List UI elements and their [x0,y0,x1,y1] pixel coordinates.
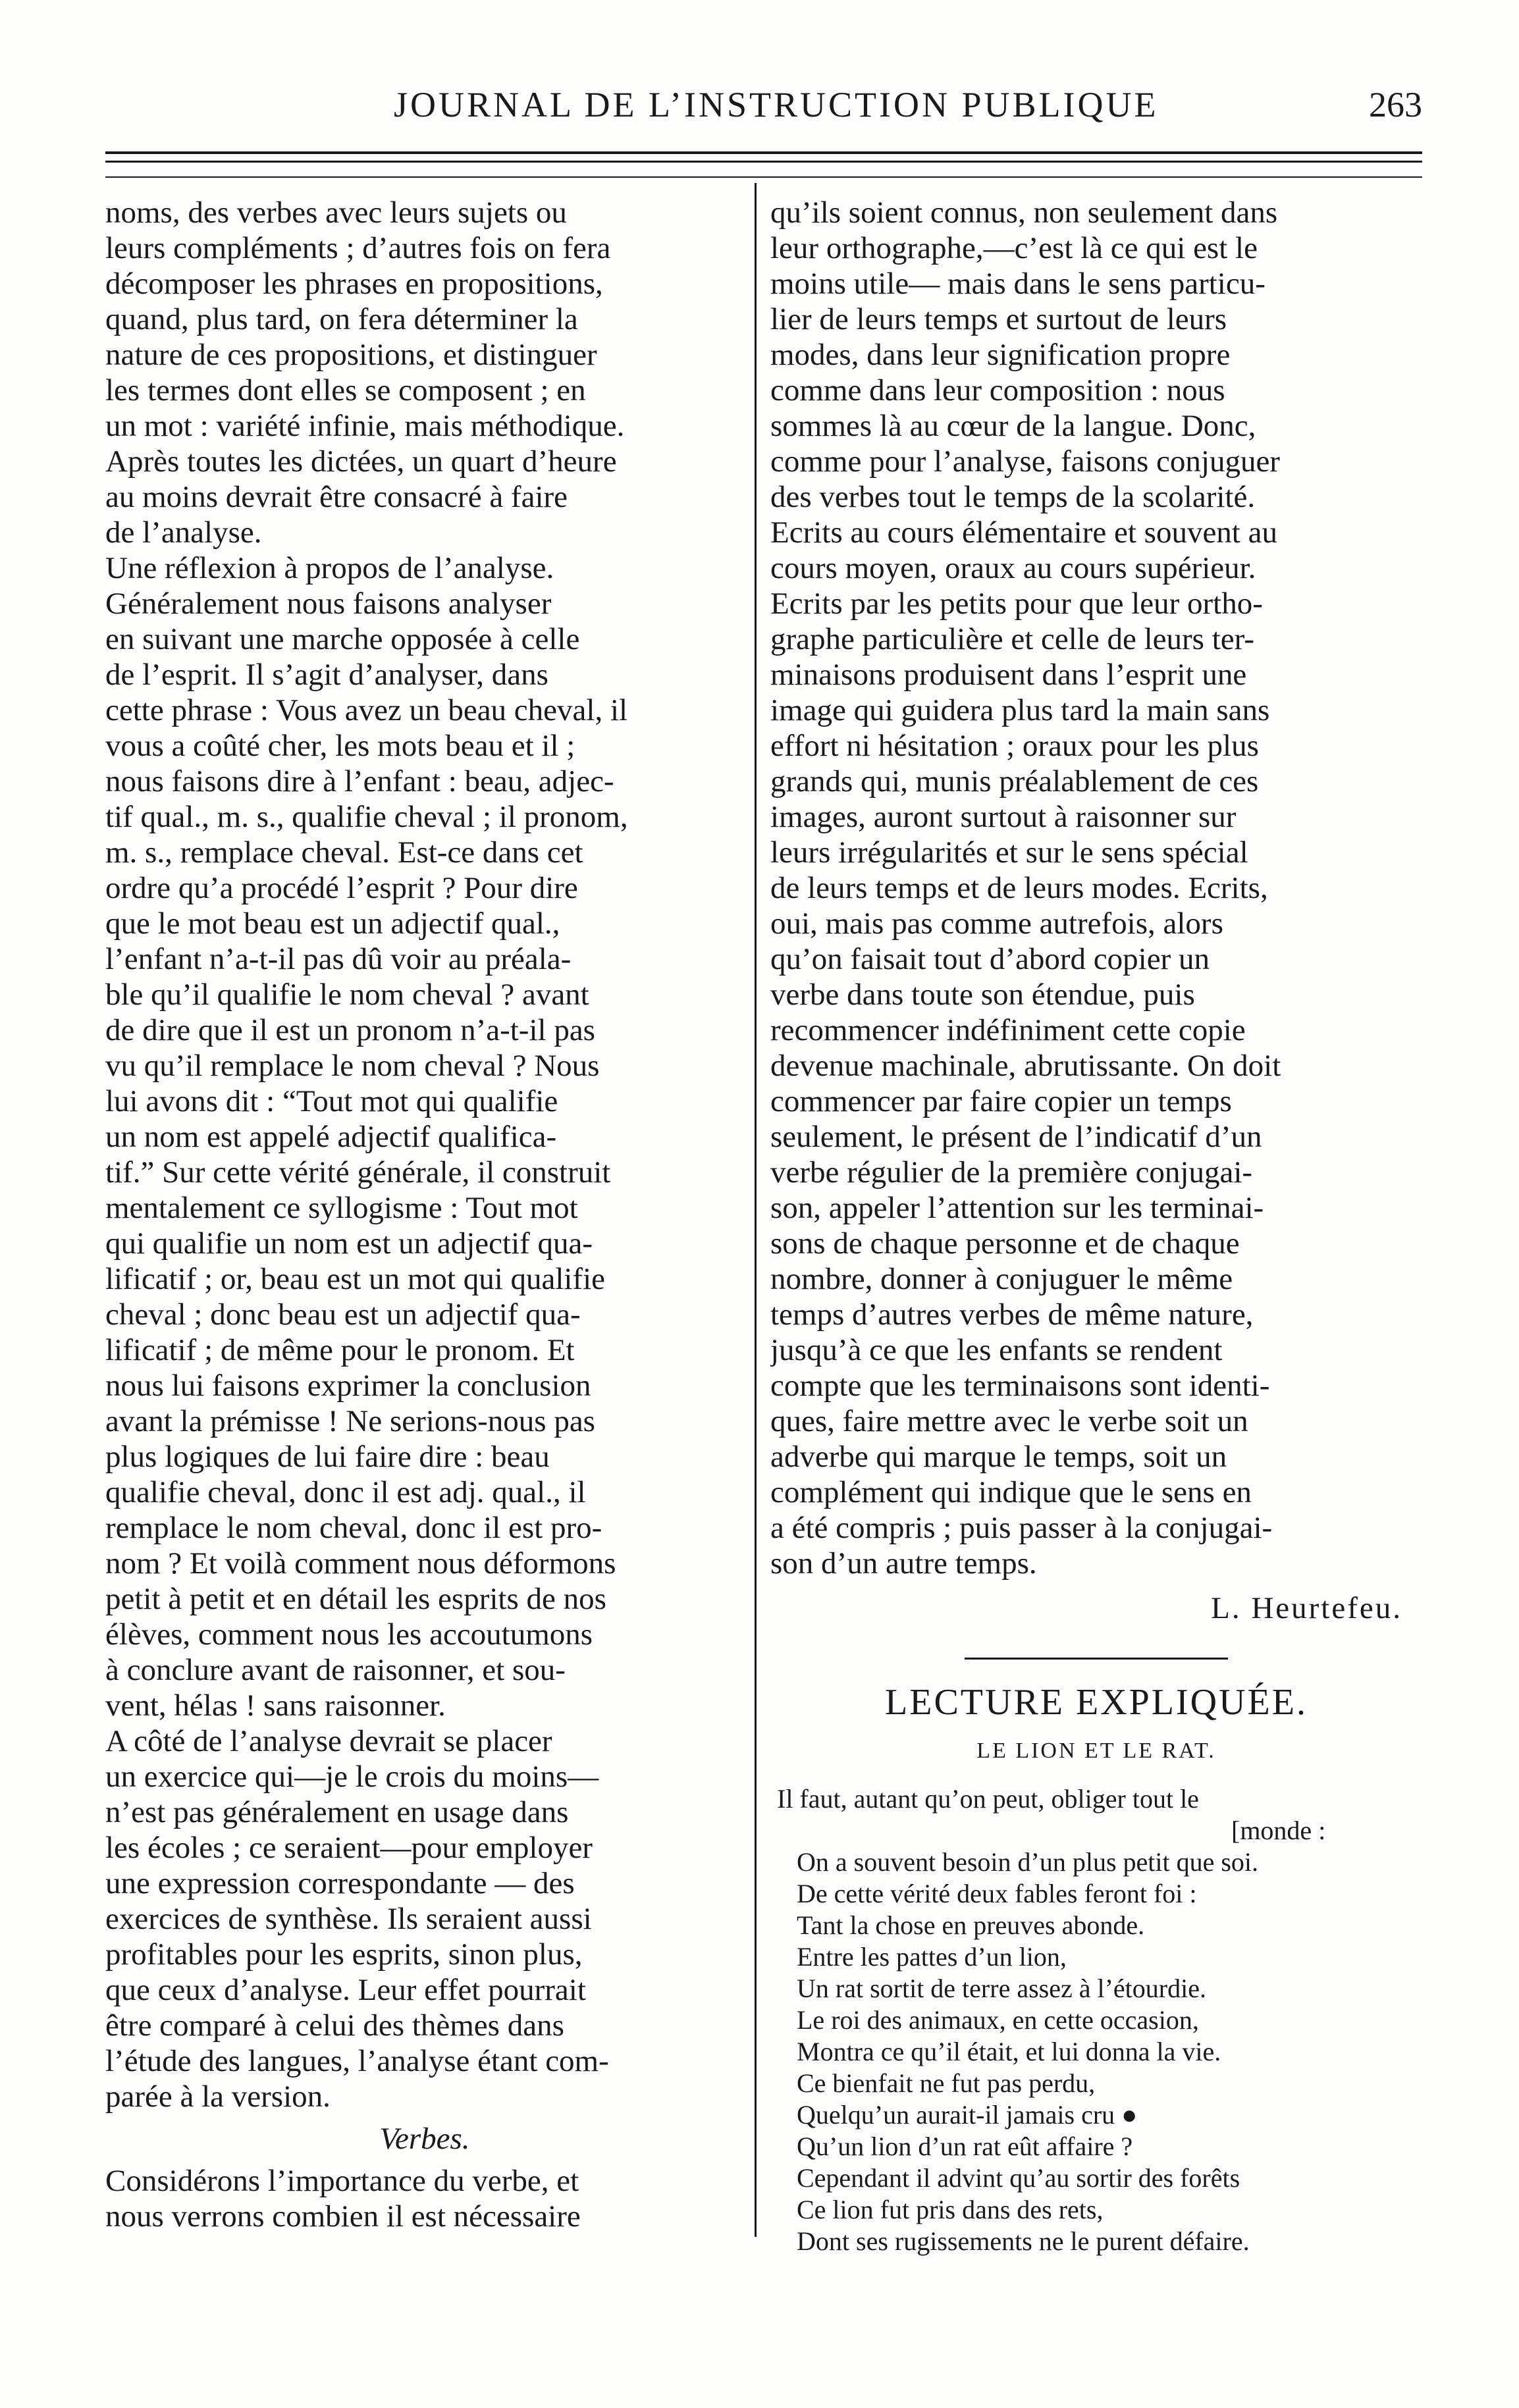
text-line: compte que les terminaisons sont identi- [770,1369,1270,1403]
header-rule [105,176,1422,178]
text-line: que le mot beau est un adjectif qual., [105,906,560,941]
right-column [770,195,1422,2257]
text-line: profitables pour les esprits, sinon plus, [105,1937,583,1972]
text-line: minaisons produisent dans l’esprit une [770,658,1247,692]
fable-title: LE LION ET LE RAT. [976,1739,1216,1763]
text-line: vous a coûté cher, les mots beau et il ; [105,729,575,763]
text-line: Ecrits au cours élémentaire et souvent au [770,515,1277,550]
text-line: vent, hélas ! sans raisonner. [105,1688,446,1723]
text-line: tif.” Sur cette vérité générale, il construit [105,1155,611,1190]
text-line: commencer par faire copier un temps [770,1084,1232,1118]
text-line: Le roi des animaux, en cette occasion, [797,2005,1199,2035]
text-line: recommencer indéfiniment cette copie [770,1013,1246,1047]
text-line: nous faisons dire à l’enfant : beau, adjec- [105,764,614,798]
text-line: noms, des verbes avec leurs sujets ou [105,196,567,230]
text-line: lier de leurs temps et surtout de leurs [770,302,1227,336]
text-line: qu’ils soient connus, non seulement dans [770,196,1278,230]
text-line: parée à la version. [105,2080,331,2114]
text-line: un exercice qui—je le crois du moins— [105,1760,599,1794]
text-line: ordre qu’a procédé l’esprit ? Pour dire [105,871,578,905]
text-line: ques, faire mettre avec le verbe soit un [770,1404,1248,1438]
text-line: comme pour l’analyse, faisons conjuguer [770,444,1280,479]
text-line: que ceux d’analyse. Leur effet pourrait [105,1973,586,2007]
text-line: adverbe qui marque le temps, soit un [770,1440,1227,1474]
text-line: modes, dans leur signification propre [770,338,1231,372]
author-signature: L. Heurtefeu. [1211,1591,1402,1625]
text-line: graphe particulière et celle de leurs ter- [770,622,1254,656]
text-line: Généralement nous faisons analyser [105,587,552,621]
text-line: décomposer les phrases en propositions, [105,267,603,301]
poem-verses [770,1846,1422,2257]
text-line: mentalement ce syllogisme : Tout mot [105,1191,578,1225]
fable-poem [770,1783,1422,2257]
text-line: lificatif ; de même pour le pronom. Et [105,1333,575,1367]
text-line: verbe régulier de la première conjugai- [770,1155,1253,1190]
text-line: les termes dont elles se composent ; en [105,373,586,407]
text-line: Ce bienfait ne fut pas perdu, [797,2068,1096,2098]
text-line: temps d’autres verbes de même nature, [770,1297,1254,1332]
text-line: des verbes tout le temps de la scolarité. [770,480,1256,514]
column-divider [755,183,757,2237]
section-heading-verbes: Verbes. [379,2122,470,2156]
article-title: LECTURE EXPLIQUÉE. [885,1682,1308,1723]
text-line: On a souvent besoin d’un plus petit que soi. [797,1847,1259,1877]
text-line: nature de ces propositions, et distinguer [105,338,597,372]
text-line: cours moyen, oraux au cours supérieur. [770,551,1256,585]
text-line: moins utile— mais dans le sens particu- [770,267,1266,301]
page-header [105,84,1422,137]
text-line: images, auront surtout à raisonner sur [770,800,1237,834]
text-line: un nom est appelé adjectif qualifica- [105,1120,557,1154]
text-line: sommes là au cœur de la langue. Donc, [770,409,1256,443]
text-line: A côté de l’analyse devrait se placer [105,1724,552,1758]
text-line: verbe dans toute son étendue, puis [770,978,1195,1012]
text-line: remplace le nom cheval, donc il est pro- [105,1511,602,1545]
text-line: un mot : variété infinie, mais méthodique. [105,409,625,443]
text-line: à conclure avant de raisonner, et sou- [105,1653,566,1687]
text-line: De cette vérité deux fables feront foi : [797,1879,1197,1908]
section-divider [965,1658,1228,1660]
text-line: cheval ; donc beau est un adjectif qua- [105,1297,581,1332]
text-line: Après toutes les dictées, un quart d’heure [105,444,617,479]
text-line: petit à petit et en détail les esprits de nos [105,1582,606,1616]
text-line: effort ni hésitation ; oraux pour les plus [770,729,1259,763]
left-column-text [105,195,744,2114]
text-line: de l’analyse. [105,515,262,550]
text-line: m. s., remplace cheval. Est-ce dans cet [105,835,583,870]
left-column [105,195,744,2234]
text-line: lificatif ; or, beau est un mot qui qualifie [105,1262,606,1296]
text-line: qu’on faisait tout d’abord copier un [770,942,1210,976]
text-line: leur orthographe,—c’est là ce qui est le [770,231,1258,265]
text-line: quand, plus tard, on fera déterminer la [105,302,578,336]
text-line: n’est pas généralement en usage dans [105,1795,569,1829]
right-column-text [770,195,1422,1581]
text-line: Quelqu’un aurait-il jamais cru ● [797,2100,1138,2130]
text-line: élèves, comment nous les accoutumons [105,1617,593,1652]
text-line: Qu’un lion d’un rat eût affaire ? [797,2132,1133,2161]
left-column-continuation [105,2163,744,2234]
text-line: Un rat sortit de terre assez à l’étourdie. [797,1974,1206,2003]
text-line: nous verrons combien il est nécessaire [105,2199,581,2234]
text-line: Tant la chose en preuves abonde. [797,1910,1145,1940]
page-number: 263 [1369,85,1422,124]
text-line: nombre, donner à conjuguer le même [770,1262,1233,1296]
text-line: seulement, le présent de l’indicatif d’un [770,1120,1262,1154]
text-line: exercices de synthèse. Ils seraient aussi [105,1902,592,1936]
text-line: leurs irrégularités et sur le sens spécial [770,835,1248,870]
text-line: de dire que il est un pronom n’a-t-il pas [105,1013,595,1047]
text-line: ble qu’il qualifie le nom cheval ? avant [105,978,589,1012]
text-line: l’enfant n’a-t-il pas dû voir au préala- [105,942,572,976]
text-line: image qui guidera plus tard la main sans [770,693,1270,727]
text-line: jusqu’à ce que les enfants se rendent [770,1333,1223,1367]
text-line: son, appeler l’attention sur les terminai- [770,1191,1264,1225]
text-line: tif qual., m. s., qualifie cheval ; il pronom, [105,800,628,834]
text-line: plus logiques de lui faire dire : beau [105,1440,550,1474]
text-line: grands qui, munis préalablement de ces [770,764,1259,798]
text-line: lui avons dit : “Tout mot qui qualifie [105,1084,558,1118]
text-line: qualifie cheval, donc il est adj. qual., il [105,1475,586,1509]
text-line: nous lui faisons exprimer la conclusion [105,1369,591,1403]
text-line: Dont ses rugissements ne le purent défaire. [797,2226,1250,2256]
text-line: avant la prémisse ! Ne serions-nous pas [105,1404,595,1438]
text-line: nom ? Et voilà comment nous déformons [105,1546,616,1581]
header-rule [105,151,1422,154]
text-line: Montra ce qu’il était, et lui donna la vie. [797,2037,1221,2066]
running-title: JOURNAL DE L’INSTRUCTION PUBLIQUE [394,85,1159,124]
poem-intro-line: Il faut, autant qu’on peut, obliger tout le [777,1784,1199,1814]
text-line: qui qualifie un nom est un adjectif qua- [105,1226,593,1261]
poem-intro-continuation: [monde : [1231,1816,1326,1845]
text-line: l’étude des langues, l’analyse étant com- [105,2044,609,2078]
text-line: de l’esprit. Il s’agit d’analyser, dans [105,658,548,692]
text-line: devenue machinale, abrutissante. On doit [770,1049,1281,1083]
text-line: sons de chaque personne et de chaque [770,1226,1240,1261]
text-line: son d’un autre temps. [770,1546,1037,1581]
text-line: être comparé à celui des thèmes dans [105,2008,564,2043]
text-line: Entre les pattes d’un lion, [797,1942,1067,1972]
text-line: vu qu’il remplace le nom cheval ? Nous [105,1049,600,1083]
text-line: comme dans leur composition : nous [770,373,1225,407]
text-line: Une réflexion à propos de l’analyse. [105,551,554,585]
text-line: Ecrits par les petits pour que leur ortho- [770,587,1263,621]
text-line: en suivant une marche opposée à celle [105,622,580,656]
text-line: cette phrase : Vous avez un beau cheval, il [105,693,628,727]
text-line: Considérons l’importance du verbe, et [105,2164,579,2198]
header-rule [105,161,1422,163]
text-line: une expression correspondante — des [105,1866,575,1900]
text-line: oui, mais pas comme autrefois, alors [770,906,1223,941]
text-line: a été compris ; puis passer à la conjugai- [770,1511,1273,1545]
text-line: au moins devrait être consacré à faire [105,480,568,514]
text-line: complément qui indique que le sens en [770,1475,1252,1509]
text-line: Cependant il advint qu’au sortir des forêts [797,2163,1240,2193]
text-line: leurs compléments ; d’autres fois on fera [105,231,611,265]
text-line: les écoles ; ce seraient—pour employer [105,1831,593,1865]
text-line: de leurs temps et de leurs modes. Ecrits, [770,871,1268,905]
text-line: Ce lion fut pris dans des rets, [797,2195,1104,2224]
